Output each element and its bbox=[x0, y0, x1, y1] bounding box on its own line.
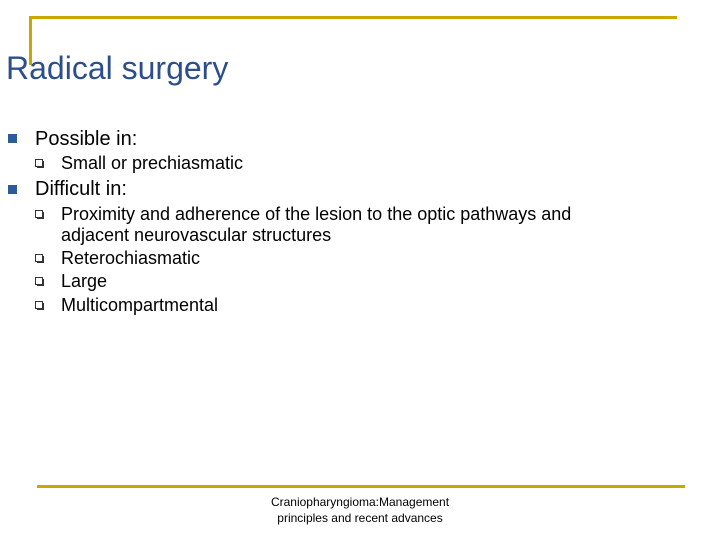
hollow-square-bullet-icon bbox=[35, 159, 43, 167]
bullet-difficult-in: Difficult in: bbox=[35, 178, 127, 200]
sub-bullet-reterochiasmatic: Reterochiasmatic bbox=[61, 248, 201, 268]
hollow-square-bullet-icon bbox=[35, 210, 43, 218]
square-bullet-icon bbox=[8, 134, 17, 143]
footer-line-2: principles and recent advances bbox=[277, 511, 443, 525]
hollow-square-bullet-icon bbox=[35, 277, 43, 285]
hollow-square-bullet-icon bbox=[35, 301, 43, 309]
sub-bullet-proximity-line1: Proximity and adherence of the lesion to the optic pathways and bbox=[61, 204, 572, 224]
footer-line-1: Craniopharyngioma:Management bbox=[270, 495, 450, 509]
sub-bullet-small-prechiasmatic: Small or prechiasmatic bbox=[61, 153, 244, 173]
bottom-rule bbox=[37, 485, 685, 488]
sub-bullet-large: Large bbox=[61, 271, 108, 291]
slide-footer bbox=[220, 494, 500, 526]
sub-bullet-multicompartmental: Multicompartmental bbox=[61, 295, 219, 315]
top-rule bbox=[29, 16, 677, 19]
bullet-possible-in: Possible in: bbox=[35, 128, 138, 150]
slide-title: Radical surgery bbox=[6, 50, 229, 86]
hollow-square-bullet-icon bbox=[35, 254, 43, 262]
square-bullet-icon bbox=[8, 185, 17, 194]
sub-bullet-proximity-line2: adjacent neurovascular structures bbox=[61, 225, 332, 245]
